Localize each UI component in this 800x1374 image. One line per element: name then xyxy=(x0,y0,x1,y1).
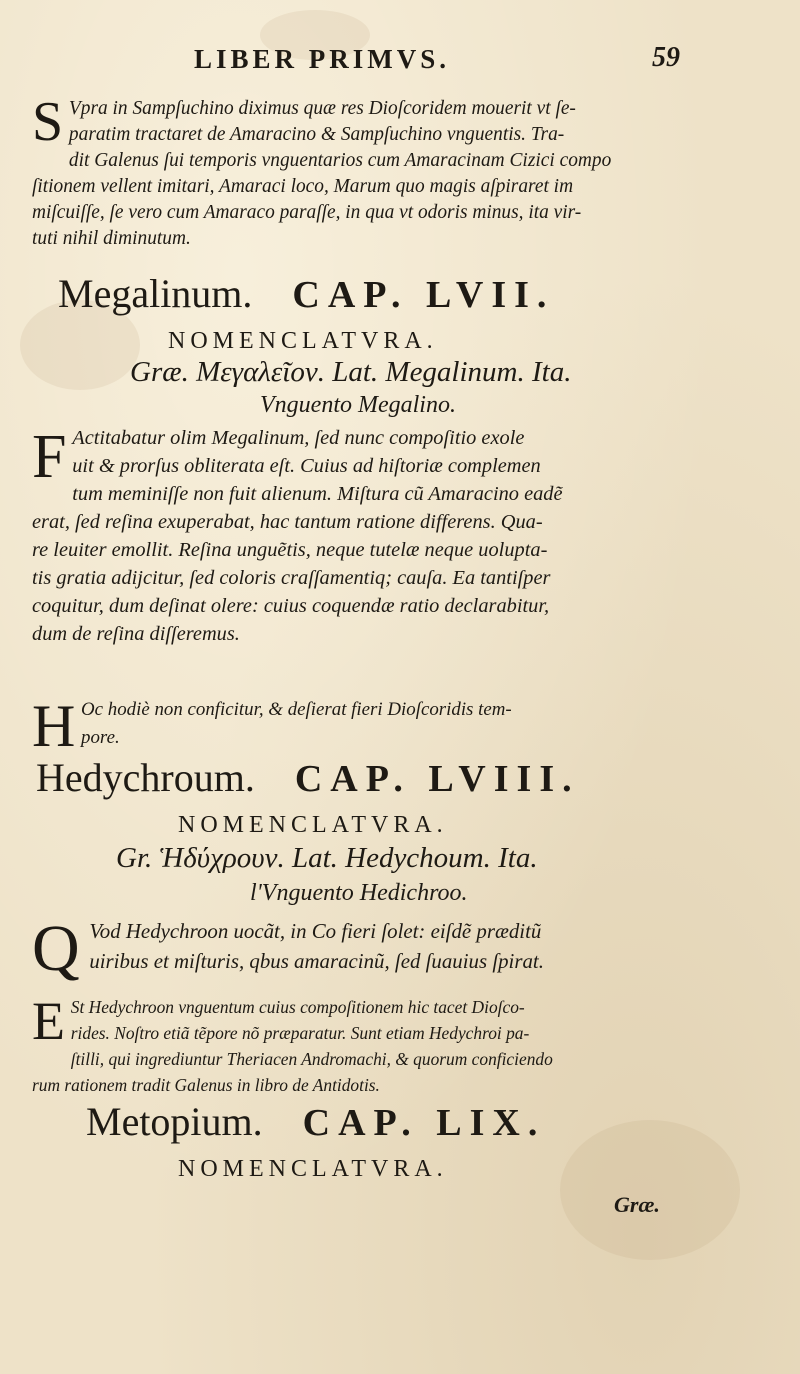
text-line: paratim tractaret de Amaracino & Sampſuchino vnguentis. Tra- xyxy=(68,124,565,145)
nomenclatura-heading: NOMENCLATVRA. xyxy=(168,328,438,354)
chapter-heading xyxy=(58,270,554,317)
paper-stain xyxy=(560,1120,740,1260)
nomenclatura-heading: NOMENCLATVRA. xyxy=(178,1156,448,1182)
text-line: ſtilli, qui ingrediuntur Theriacen Andromachi, & quorum conficiendo xyxy=(70,1049,553,1069)
drop-cap: E xyxy=(32,991,65,1051)
page-header xyxy=(180,40,680,80)
text-line: dit Galenus ſui temporis vnguentarios cum Amaracinam Cizici compo xyxy=(68,150,612,171)
text-line: Oc hodiè non conficitur, & deſierat fieri Dioſcoridis tem- xyxy=(81,699,512,720)
chapter-number: CAP. LVIII. xyxy=(294,758,580,800)
italian-name: l'Vnguento Hedichroo. xyxy=(250,880,468,906)
text-line: Actitabatur olim Megalinum, ſed nunc compoſitio exole xyxy=(72,427,525,449)
drop-cap: F xyxy=(32,423,67,491)
chapter-name: Hedychroum. xyxy=(36,755,255,800)
text-line: miſcuiſſe, ſe vero cum Amaraco paraſſe, in qua vt odoris minus, ita vir- xyxy=(32,202,582,223)
text-line: re leuiter emollit. Reſina unguẽtis, neque tutelæ neque uolupta- xyxy=(32,539,548,561)
chapter-heading xyxy=(36,754,580,801)
text-line: Vpra in Sampſuchino diximus quæ res Dioſcoridem mouerit vt ſe- xyxy=(68,98,576,119)
commentary-paragraph xyxy=(32,991,680,1098)
text-line: uit & prorſus obliterata eſt. Cuius ad hiſtoriæ complemen xyxy=(72,455,541,477)
commentary-paragraph xyxy=(32,693,680,759)
nomenclatura-heading: NOMENCLATVRA. xyxy=(178,812,448,838)
intro-paragraph xyxy=(32,91,680,252)
drop-cap: Q xyxy=(32,912,80,985)
chapter-heading xyxy=(86,1098,545,1145)
chapter-name: Megalinum. xyxy=(58,271,253,316)
text-line: tum meminiſſe non fuit alienum. Miſtura cũ Amaracino eadẽ xyxy=(72,483,563,505)
italian-name: Vnguento Megalino. xyxy=(260,392,456,418)
text-line: coquitur, dum deſinat olere: cuius coquendæ ratio declarabitur, xyxy=(32,595,550,617)
chapter-name: Metopium. xyxy=(86,1099,263,1144)
text-line: tuti nihil diminutum. xyxy=(32,228,191,249)
names-line: Gr. Ἡδύχρουν. Lat. Hedychoum. Ita. xyxy=(116,842,538,874)
text-line: tis gratia adijcitur, ſed coloris craſſamentiq; cauſa. Ea tantiſper xyxy=(32,567,551,589)
chapter-paragraph xyxy=(32,424,680,648)
text-line: rum rationem tradit Galenus in libro de Antidotis. xyxy=(32,1075,380,1095)
names-line: Græ. Μεγαλεῖον. Lat. Megalinum. Ita. xyxy=(130,356,572,388)
page-number: 59 xyxy=(652,42,680,73)
catchword: Græ. xyxy=(614,1192,660,1217)
text-line: ſitionem vellent imitari, Amaraci loco, Marum quo magis aſpiraret im xyxy=(32,176,574,197)
text-line: pore. xyxy=(81,727,120,748)
text-line: rides. Noſtro etiã tẽpore nõ præparatur. Sunt etiam Hedychroi pa- xyxy=(70,1023,530,1043)
chapter-number: CAP. LVII. xyxy=(292,274,555,316)
text-line: dum de reſina diſſeremus. xyxy=(32,623,240,645)
chapter-paragraph xyxy=(32,912,680,985)
running-title: LIBER PRIMVS. xyxy=(194,44,451,74)
drop-cap: H xyxy=(32,693,76,759)
text-line: St Hedychroon vnguentum cuius compoſitionem hic tacet Dioſco- xyxy=(70,997,525,1017)
text-line: uiribus et miſturis, qbus amaracinũ, ſed ſuauius ſpirat. xyxy=(89,949,544,973)
text-line: erat, ſed reſina exuperabat, hac tantum ratione differens. Qua- xyxy=(32,511,543,533)
text-line: Vod Hedychroon uocãt, in Co fieri ſolet: eiſdẽ præditũ xyxy=(89,919,542,943)
drop-cap: S xyxy=(32,91,64,153)
chapter-number: CAP. LIX. xyxy=(302,1102,546,1144)
